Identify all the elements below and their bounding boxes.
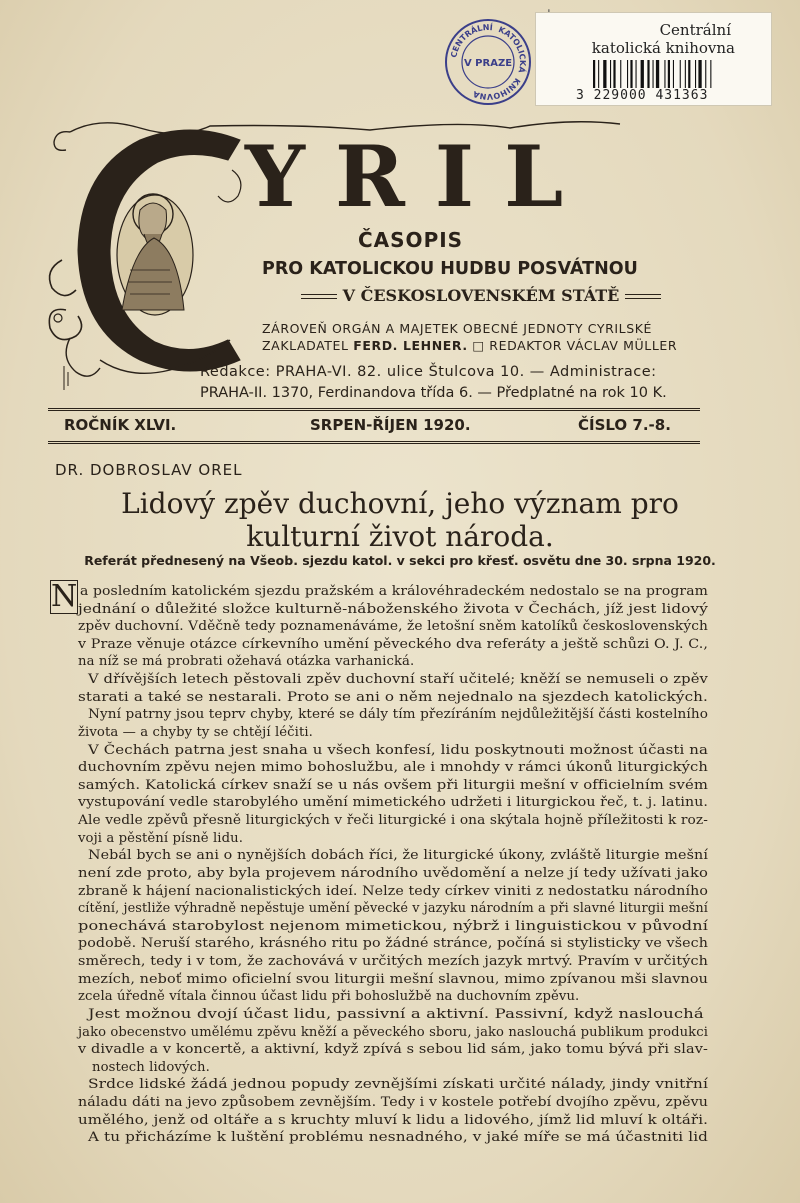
body-line: jednání o důležité složce kulturně-náboženského života v Čechách, jíž jest lidový [78, 601, 708, 617]
masthead-subtitle: ČASOPIS [358, 228, 464, 252]
body-line: v Praze věnuje otázce církevního umění pěveckého dva referáty a ještě schůzi O. J. C., [78, 636, 709, 652]
founder-label: ZAKLADATEL [262, 338, 349, 353]
library-name-line1: Centrální [659, 21, 731, 39]
issue-date: SRPEN-ŘÍJEN 1920. [310, 416, 471, 434]
body-line: nostech lidových. [92, 1059, 210, 1075]
body-line: náladu dáti na jevo způsobem zevnějším. Tedy i v kostele potřebí dvojího zpěvu, zpěvu [78, 1094, 709, 1110]
barcode-bar [603, 60, 606, 88]
editorial-address: Redakce: PRAHA-VI. 82. ulice Štulcova 10. — Administrace: [200, 364, 657, 380]
body-line: ponechává starobylost nejenom mimetickou, nýbrž i linguistickou v původní [78, 918, 708, 934]
article-title-line1: Lidový zpěv duchovní, jeho význam pro [121, 487, 679, 520]
barcode-bar [695, 60, 696, 88]
body-line: Srdce lidské žádá jednou popudy zevnějšími získati určité nálady, jindy vnitřní [88, 1077, 708, 1093]
stamp-text-right: KNIHOVNA [471, 76, 522, 102]
barcode-bar [656, 60, 659, 88]
barcode-bar [610, 60, 611, 88]
barcode [591, 60, 756, 88]
masthead-tagline-2-text: V ČESKOSLOVENSKÉM STÁTĚ [342, 286, 620, 305]
founder-editor-line [262, 338, 677, 353]
editor-text: □ REDAKTOR VÁCLAV MÜLLER [472, 338, 678, 353]
rule-left [301, 294, 337, 299]
body-line: umělého, jenž od oltáře a s kruchty mluví k lidu a lidového, jímž lid mluví k oltáři. [78, 1112, 708, 1128]
barcode-bar [673, 60, 674, 88]
body-line: jako obecenstvo umělému zpěvu kněží a pěveckého sboru, jako naslouchá publikum produkci [78, 1024, 708, 1040]
barcode-bar [598, 60, 599, 88]
body-line: V Čechách patrna jest snaha u všech konfesí, lidu poskytnouti možnost účasti na [88, 742, 709, 758]
barcode-number: 3 229000 431363 [576, 88, 709, 103]
article-subtitle: Referát přednesený na Všeob. sjezdu katol. v sekci pro křesť. osvětu dne 30. srpna 1920. [84, 553, 716, 568]
svg-text:KNIHOVNA [471, 76, 522, 101]
barcode-bar [620, 60, 621, 88]
library-name-line2: katolická knihovna [591, 39, 735, 57]
issue-info-bar [48, 408, 700, 444]
body-line: Nebál bych se ani o nynějších dobách říci, že liturgické úkony, zvláště liturgie mešní [88, 848, 709, 864]
rule-right [625, 294, 661, 299]
barcode-bar [680, 60, 681, 88]
body-line: zpěv duchovní. Vděčně tedy poznamenáváme, že letošní sněm katolíků československých [78, 619, 708, 635]
library-stamp [442, 16, 534, 108]
organisation-line: ZÁROVEŇ ORGÁN A MAJETEK OBECNÉ JEDNOTY CYRILSKÉ [262, 321, 653, 336]
body-line: podobě. Neruší starého, krásného ritu po žádné stránce, počíná si stylisticky ve všech [78, 936, 709, 952]
body-line: Jest možnou dvojí účast lidu, passivní a aktivní. Passivní, když naslouchá [88, 1006, 704, 1022]
barcode-bar [593, 60, 595, 88]
barcode-bar [613, 60, 615, 88]
barcode-bar [641, 60, 644, 88]
article-author: DR. DOBROSLAV OREL [55, 461, 243, 479]
body-line: a posledním katolickém sjezdu pražském a královéhradeckém nedostalo se na program [80, 584, 708, 599]
stamp-center-text: V PRAZE [463, 58, 513, 69]
svg-text:CENTRÁLNÍ [449, 21, 493, 58]
issue-number: ČÍSLO 7.-8. [578, 416, 671, 434]
drop-cap: N [51, 579, 78, 614]
stamp-text-ring: CENTRÁLNÍ [449, 22, 494, 59]
body-line: směrech, tedy i v tom, že zachovává v určitých mezích jazyk mrtvý. Pravím v určitých [78, 954, 709, 970]
body-line: voji a pěstění písně lidu. [78, 830, 244, 846]
magazine-title: YRIL [245, 127, 594, 226]
masthead-tagline: PRO KATOLICKOU HUDBU POSVÁTNOU [262, 259, 638, 279]
barcode-bar [705, 60, 706, 88]
body-line: není zde proto, aby byla projevem národního uvědomění a nelze jí tedy užívati jako [78, 865, 709, 881]
barcode-bar [668, 60, 670, 88]
masthead-tagline-2 [262, 286, 700, 305]
issue-volume: ROČNÍK XLVI. [64, 416, 177, 434]
barcode-bar [664, 60, 665, 88]
body-line: v divadle a v koncertě, a aktivní, když zpívá s sebou lid sám, jako tomu bývá při slav- [78, 1042, 708, 1058]
body-line: zcela úředně vítala činnou účast lidu při bohoslužbě na duchovním zpěvu. [78, 989, 580, 1005]
barcode-bar [653, 60, 654, 88]
body-line: Nyní patrny jsou teprv chyby, které se dály tím přezíráním nejdůležitější části kostelního [88, 707, 709, 723]
barcode-bar [685, 60, 686, 88]
barcode-bar [647, 60, 649, 88]
body-line: na níž se má probrati ožehavá otázka varhanická. [78, 654, 415, 670]
body-line: cítění, jestliže výhradně nepěstuje umění pěvecké v jazyku národním a při slavné liturgii mešní [78, 901, 708, 917]
library-label [535, 12, 772, 106]
body-line: V dřívějších letech pěstovali zpěv duchovní staří učitelé; kněží se nemuseli o zpěv [88, 672, 708, 688]
body-line: starati a také se nestarali. Proto se ani o něm nejednalo na sjezdech katolických. [78, 689, 708, 705]
body-line: zbraně k hájení nacionalistických ideí. Nelze tedy církev viniti z nedostatku národního [78, 883, 709, 899]
barcode-bar [630, 60, 632, 88]
body-line: vystupování vedle starobylého umění mimetického udržeti i liturgickou řeč, t. j. latinu. [78, 795, 709, 811]
administration-address: PRAHA-II. 1370, Ferdinandova třída 6. — Předplatné na rok 10 K. [200, 385, 667, 401]
body-line: samých. Katolická církev snaží se u nás ovšem při liturgii mešní v officielním svém [78, 777, 708, 793]
stamp-text-top: KATOLICKÁ [497, 25, 528, 74]
barcode-bar [698, 60, 701, 88]
barcode-bar [710, 60, 711, 88]
barcode-bar [627, 60, 628, 88]
article-title-line2: kulturní život národa. [246, 520, 554, 553]
body-line: života — a chyby ty se chtějí léčiti. [78, 724, 313, 740]
body-line: Ale vedle zpěvů přesně liturgických v řeči liturgické i ona skýtala hojně příležitosti k roz- [78, 813, 708, 829]
body-line: mezích, neboť mimo oficielní svou liturgii mešní slavnou, mimo zpívanou mši slavnou [78, 971, 709, 987]
body-line: A tu přicházíme k luštění problému nesnadného, v jaké míře se má účastniti lid [88, 1130, 709, 1146]
founder-name: FERD. LEHNER. [353, 338, 468, 353]
barcode-bar [688, 60, 690, 88]
body-line: duchovním zpěvu nejen mimo bohoslužbu, ale i mnohdy v rámci úkonů liturgických [78, 760, 708, 776]
barcode-bar [636, 60, 637, 88]
